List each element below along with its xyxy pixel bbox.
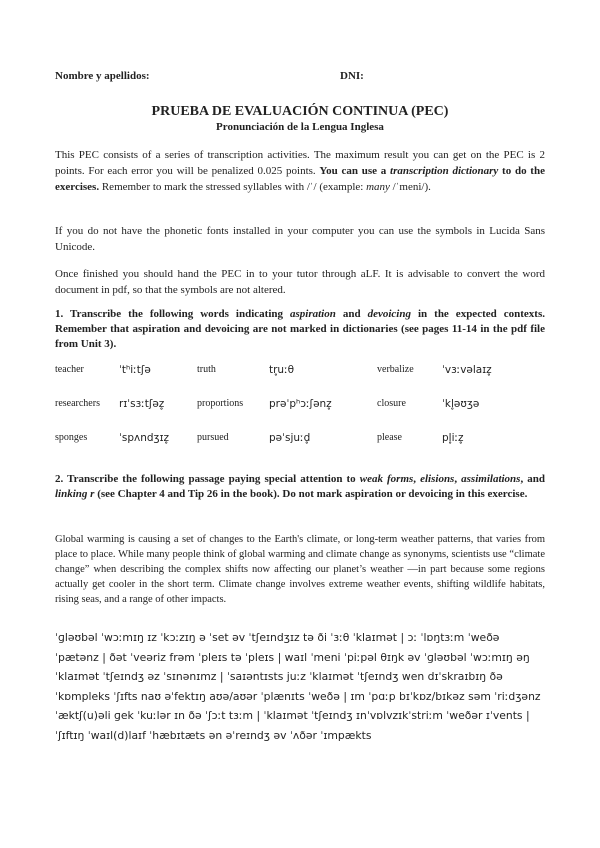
section-1-instructions xyxy=(55,307,545,352)
table-row xyxy=(55,432,545,448)
word-cell: researchers xyxy=(55,398,100,409)
section-1-aspiration: aspiration xyxy=(290,308,336,320)
word-cell: teacher xyxy=(55,364,84,375)
section-2-linking-r: linking r xyxy=(55,488,95,500)
passage-transcription xyxy=(55,628,550,745)
table-row xyxy=(55,364,545,380)
section-1-devoicing: devoicing xyxy=(367,308,411,320)
word-cell: closure xyxy=(377,398,406,409)
section-2-comma-1: , xyxy=(413,473,421,485)
transcription-line: ˈæktʃ(u)əli ɡek ˈkuːlər ɪn ðə ˈʃɔːt tɜːm | ˈklaɪmət ˈtʃeɪndʒ ɪnˈvɒlvzɪkˈstriːm ˈweðər ɪˈvents | xyxy=(55,709,530,722)
transcription-line: ˈʃɪftɪŋ ˈwaɪl(d)laɪf ˈhæbɪtæts ən əˈreɪndʒ əv ˈʌðər ˈɪmpækts xyxy=(55,728,372,742)
transcription-line: ˈpætənz | ðət ˈveəriz frəm ˈpleɪs tə ˈpleɪs | waɪl ˈmeni ˈpiːpəl θɪŋk əv ˈɡləʊbəl ˈwɔːmɪŋ əŋ xyxy=(55,650,530,664)
transcription-line: ˈklaɪmət ˈtʃeɪndʒ əz ˈsɪnənɪmz | ˈsaɪəntɪsts juːz ˈklaɪmət ˈtʃeɪndʒ wen dɪˈskraɪbɪŋ ðə xyxy=(55,670,503,683)
section-1-and: and xyxy=(335,308,368,320)
word-cell: proportions xyxy=(197,398,244,409)
intro-paragraph xyxy=(55,147,545,195)
transcription-line: ˈkɒmpleks ˈʃɪfts naʊ əˈfektɪŋ aʊə/aʊər ˈplænɪts ˈweðə | ɪm ˈpɑːp bɪˈkɒz/bɪkəz səm ˈriːdʒənz xyxy=(55,689,541,703)
passage-text: Global warming is causing a set of changes to the Earth's climate, or long-term weather patterns, that varies from place to place. While many people think of global warming and climate change as synonyms, scientists use “climate change” when describing the complex shifts now affecting our planet’s weather —in part because some regions actually get cooler in the short term. Climate change involves extreme weather events, shifting wildlife habitats, rising seas, and a range of other impacts. xyxy=(55,534,545,605)
section-2-comma-2: , xyxy=(454,473,462,485)
name-label: Nombre y apellidos: xyxy=(55,70,150,82)
ipa-cell: ˈtʰiːtʃə xyxy=(119,364,151,376)
section-1-text-a: 1. Transcribe the following words indicating xyxy=(55,308,290,320)
ipa-cell: tr̥uːθ xyxy=(269,364,295,376)
section-2-instructions xyxy=(55,472,545,502)
page-title: PRUEBA DE EVALUACIÓN CONTINUA (PEC) xyxy=(151,104,449,119)
ipa-cell: ˈspʌndʒɪz̥ xyxy=(119,432,170,444)
intro-bold-b: to do the exercises. xyxy=(55,165,545,193)
intro-text-b: Remember to mark the stressed syllables with /ˈ/ (example: xyxy=(99,181,367,193)
ipa-cell: pl̥iːz̥ xyxy=(442,432,464,444)
ipa-cell: ˈkl̥əʊʒə xyxy=(442,398,480,410)
section-2-text-b: (see Chapter 4 and Tip 26 in the book). Do not mark aspiration or devoicing in this exercise. xyxy=(94,488,528,500)
dni-label: DNI: xyxy=(340,70,364,82)
section-2-text-a: 2. Transcribe the following passage paying special attention to xyxy=(55,473,360,485)
ipa-cell: ˈvɜːvəlaɪz̥ xyxy=(442,364,492,376)
word-cell: verbalize xyxy=(377,364,414,375)
section-2-elisions: elisions xyxy=(420,473,455,485)
student-header xyxy=(55,70,545,82)
intro-text-a: This PEC consists of a series of transcription activities. The maximum result you can get on the PEC is 2 points. For each error you will be penalized 0.025 points. xyxy=(55,149,545,177)
word-cell: pursued xyxy=(197,432,229,443)
fonts-note: If you do not have the phonetic fonts installed in your computer you can use the symbols in Lucida Sans Unicode. xyxy=(55,225,545,253)
submit-note: Once finished you should hand the PEC in to your tutor through aLF. It is advisable to convert the word document in pdf, so that the symbols are not altered. xyxy=(55,268,545,296)
word-cell: sponges xyxy=(55,432,88,443)
table-row xyxy=(55,398,545,414)
word-cell: truth xyxy=(197,364,216,375)
section-2-weak-forms: weak forms xyxy=(359,473,414,485)
ipa-cell: pəˈsjuːd̥ xyxy=(269,432,311,444)
transcription-line: ˈɡləʊbəl ˈwɔːmɪŋ ɪz ˈkɔːzɪŋ ə ˈset əv ˈtʃeɪndʒɪz tə ði ˈɜːθ ˈklaɪmət | ɔː ˈlɒŋtɜːm ˈweðə xyxy=(55,631,500,644)
ipa-cell: rɪˈsɜːtʃəz̥ xyxy=(119,398,165,410)
section-1-text-b: in the expected contexts. Remember that aspiration and devoicing are not marked in dictionaries (see pages 11-14 in the pdf file from Unit 3). xyxy=(55,308,545,350)
intro-bold-italic: transcription dictionary xyxy=(390,165,499,177)
intro-bold-a: You can use a xyxy=(319,165,391,177)
intro-text-c: /ˈmeni/). xyxy=(389,181,431,193)
section-2-and: , and xyxy=(520,473,545,485)
word-cell: please xyxy=(377,432,402,443)
ipa-cell: prəˈpʰɔːʃənz̥ xyxy=(269,398,332,410)
section-2-assimilations: assimilations xyxy=(461,473,521,485)
page-subtitle: Pronunciación de la Lengua Inglesa xyxy=(216,121,384,133)
intro-example-word: many xyxy=(366,181,390,193)
